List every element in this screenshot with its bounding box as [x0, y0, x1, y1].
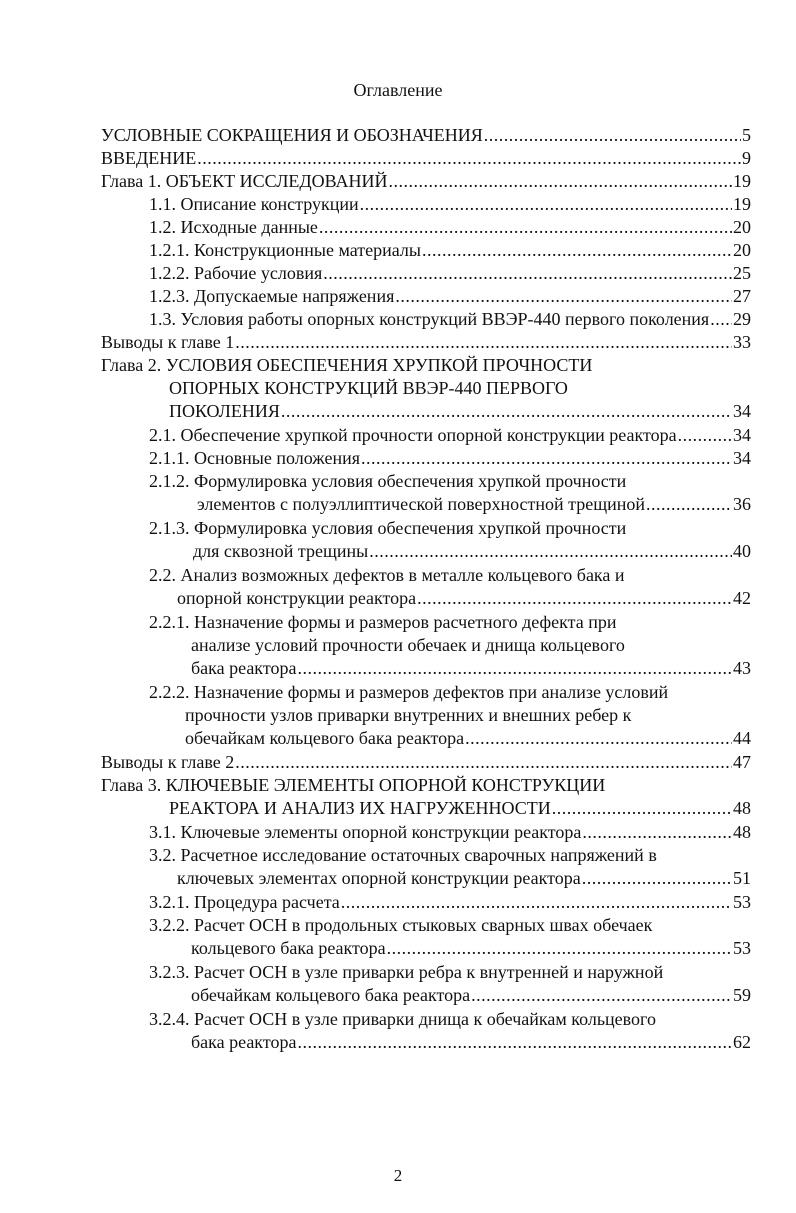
toc-entry-page: 34 [733, 448, 751, 468]
toc-entry [149, 447, 751, 470]
toc-entry [101, 331, 751, 354]
toc-entry-page: 29 [733, 309, 751, 329]
toc-leader-dots [235, 751, 732, 774]
toc-entry [101, 170, 751, 193]
toc-entry-page: 48 [733, 798, 751, 818]
toc-entry-page: 9 [742, 148, 751, 168]
toc-leader-dots [422, 239, 732, 262]
toc-entry-title: 1.2.1. Конструкционные материалы [149, 240, 421, 260]
toc-entry-page: 47 [733, 752, 751, 772]
toc-leader-dots [678, 424, 732, 447]
toc-entry-page: 59 [733, 985, 751, 1005]
toc-leader-dots [389, 170, 732, 193]
toc-leader-dots [341, 891, 732, 914]
toc-entry [101, 124, 751, 147]
toc-entry [149, 891, 751, 914]
toc-leader-dots [582, 821, 732, 844]
toc-entry-title: ВВЕДЕНИЕ [101, 148, 197, 168]
toc-leader-dots [297, 657, 732, 680]
toc-leader-dots [197, 147, 741, 170]
toc-entry-page: 27 [733, 286, 751, 306]
toc-entry [149, 961, 751, 1007]
toc-entry [149, 285, 751, 308]
toc-entry-title: 2.1. Обеспечение хрупкой прочности опорной конструкции реактора [149, 425, 677, 445]
toc-leader-dots [582, 867, 732, 890]
toc-entry-title-continued: элементов с полуэллиптической поверхностной трещиной [197, 494, 646, 514]
toc-entry-title-continued: ключевых элементах опорной конструкции реактора [177, 868, 581, 888]
toc-entry-title: 1.1. Описание конструкции [149, 194, 359, 214]
toc-leader-dots [281, 400, 732, 423]
toc-entry-title-continued: опорной конструкции реактора [177, 588, 417, 608]
toc-entry-title: 3.2. Расчетное исследование остаточных сварочных напряжений в [149, 845, 657, 865]
toc-entry [101, 774, 751, 820]
toc-entry [149, 308, 751, 331]
toc-entry-title: Глава 1. ОБЪЕКТ ИССЛЕДОВАНИЙ [101, 171, 388, 191]
toc-entry-title: 1.2.2. Рабочие условия [149, 263, 323, 283]
toc-entry-title: 2.2.2. Назначение формы и размеров дефектов при анализе условий [149, 682, 669, 702]
toc-leader-dots [465, 727, 732, 750]
toc-entry-title: 1.2.3. Допускаемые напряжения [149, 286, 395, 306]
toc-leader-dots [552, 797, 732, 820]
toc-entry [101, 751, 751, 774]
toc-entry-page: 34 [733, 425, 751, 445]
toc-entry-title-continued: бака реактора [191, 1032, 297, 1052]
toc-entry [149, 239, 751, 262]
toc-entry [149, 914, 751, 960]
toc-entry [149, 216, 751, 239]
toc-entry-page: 20 [733, 217, 751, 237]
toc-entry-title: 2.1.2. Формулировка условия обеспечения хрупкой прочности [149, 471, 627, 491]
toc-entry [149, 1008, 751, 1054]
toc-entry [101, 354, 751, 423]
toc-entry-title: 2.1.3. Формулировка условия обеспечения хрупкой прочности [149, 518, 627, 538]
toc-entry-title-continued: ПОКОЛЕНИЯ [169, 401, 280, 421]
page-number: 2 [393, 1166, 403, 1185]
toc-leader-dots [395, 285, 732, 308]
toc-entry [101, 147, 751, 170]
toc-entry-title-continued: РЕАКТОРА И АНАЛИЗ ИХ НАГРУЖЕННОСТИ [169, 798, 551, 818]
toc-entry-title-continued: обечайкам кольцевого бака реактора [185, 728, 465, 748]
toc-entry-title-continued: бака реактора [191, 658, 297, 678]
toc-entry-title: 1.3. Условия работы опорных конструкций ВВЭР-440 первого поколения [149, 309, 710, 329]
toc-entry-page: 42 [733, 588, 751, 608]
toc-entry-title: 2.2.1. Назначение формы и размеров расчетного дефекта при [149, 612, 617, 632]
toc-leader-dots [369, 540, 732, 563]
toc-entry-page: 53 [733, 938, 751, 958]
toc-leader-dots [471, 984, 732, 1007]
toc-entry-page: 5 [742, 125, 751, 145]
toc-entry-page: 33 [733, 332, 751, 352]
toc-entry-title: Глава 3. КЛЮЧЕВЫЕ ЭЛЕМЕНТЫ ОПОРНОЙ КОНСТРУКЦИИ [101, 775, 606, 795]
toc-entry-page: 36 [733, 494, 751, 514]
toc-entry-title: 2.1.1. Основные положения [149, 448, 360, 468]
toc-entry-title: Глава 2. УСЛОВИЯ ОБЕСПЕЧЕНИЯ ХРУПКОЙ ПРОЧНОСТИ [101, 355, 593, 375]
toc-entry-page: 34 [733, 401, 751, 421]
toc-entry [149, 821, 751, 844]
toc-entry-page: 48 [733, 822, 751, 842]
toc-entry-page: 40 [733, 541, 751, 561]
toc-title: Оглавление [353, 80, 443, 100]
toc-leader-dots [387, 937, 732, 960]
toc-entry [149, 262, 751, 285]
toc-entry-title-continued: обечайкам кольцевого бака реактора [191, 985, 471, 1005]
toc-leader-dots [361, 447, 732, 470]
toc-entry [149, 193, 751, 216]
toc-entry-title-continued: ОПОРНЫХ КОНСТРУКЦИЙ ВВЭР-440 ПЕРВОГО [169, 378, 568, 398]
toc-entry-page: 44 [733, 728, 751, 748]
toc-entry-title-continued: прочности узлов приварки внутренних и внешних ребер к [185, 705, 632, 725]
toc-entry-page: 43 [733, 658, 751, 678]
toc-entry-title: 1.2. Исходные данные [149, 217, 318, 237]
toc-leader-dots [297, 1031, 732, 1054]
toc-entry-title-continued: для сквозной трещины [193, 541, 369, 561]
toc-leader-dots [319, 216, 732, 239]
toc-entry-title: 3.2.2. Расчет ОСН в продольных стыковых сварных швах обечаек [149, 915, 653, 935]
toc-entry [149, 564, 751, 610]
toc-leader-dots [484, 124, 741, 147]
toc-entry-title: Выводы к главе 1 [101, 332, 235, 352]
toc-entry [149, 611, 751, 680]
toc-entry-page: 19 [733, 171, 751, 191]
toc-entry-title: 2.2. Анализ возможных дефектов в металле кольцевого бака и [149, 565, 625, 585]
toc-entry [149, 844, 751, 890]
toc-entry-title: Выводы к главе 2 [101, 752, 235, 772]
toc-leader-dots [235, 331, 732, 354]
toc-leader-dots [417, 587, 732, 610]
toc-leader-dots [323, 262, 732, 285]
toc-entry [149, 681, 751, 750]
toc-entry-title: 3.2.3. Расчет ОСН в узле приварки ребра к внутренней и наружной [149, 962, 664, 982]
toc-entry-page: 53 [733, 892, 751, 912]
toc-leader-dots [360, 193, 732, 216]
toc-entry-title: УСЛОВНЫЕ СОКРАЩЕНИЯ И ОБОЗНАЧЕНИЯ [101, 125, 483, 145]
toc-entry-title: 3.2.4. Расчет ОСН в узле приварки днища к обечайкам кольцевого [149, 1009, 656, 1029]
toc-entry-title-continued: кольцевого бака реактора [191, 938, 386, 958]
toc-entry-title-continued: анализе условий прочности обечаек и днища кольцевого [191, 635, 625, 655]
toc-entry [149, 424, 751, 447]
toc-entry [149, 470, 751, 516]
toc-leader-dots [646, 493, 732, 516]
toc-entry-page: 62 [733, 1032, 751, 1052]
toc-entry-page: 25 [733, 263, 751, 283]
toc-entry [149, 517, 751, 563]
toc-entry-title: 3.2.1. Процедура расчета [149, 892, 340, 912]
toc-entry-page: 19 [733, 194, 751, 214]
toc-entry-page: 20 [733, 240, 751, 260]
toc-entry-page: 51 [733, 868, 751, 888]
toc-entry-title: 3.1. Ключевые элементы опорной конструкции реактора [149, 822, 582, 842]
toc-leader-dots [710, 308, 732, 331]
